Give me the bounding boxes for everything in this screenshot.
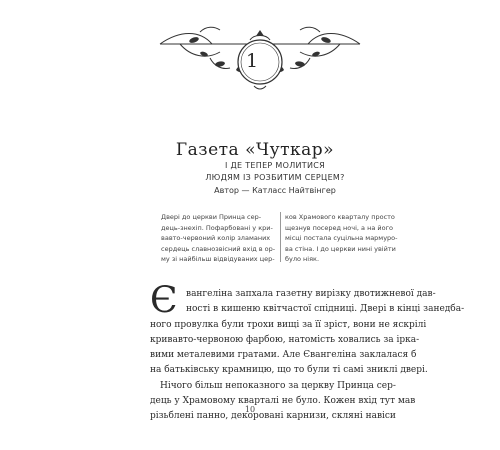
chapter-ornament	[140, 0, 380, 92]
body-line: на батьківську крамницю, що то були ті самі зниклі двері.	[150, 365, 428, 376]
column-line: було ніяк.	[285, 255, 320, 263]
article-subtitle	[160, 160, 390, 184]
column-divider	[280, 212, 281, 262]
article-title: Газета «Чуткар»	[175, 140, 335, 160]
article-subtitle-line: ЛЮДЯМ ІЗ РОЗБИТИМ СЕРЦЕМ?	[205, 173, 345, 182]
body-line: Нічого більш непоказного за церкву Принца сер-	[160, 380, 396, 391]
article-subtitle-line: І ДЕ ТЕПЕР МОЛИТИСЯ	[224, 161, 326, 170]
column-line: ков Храмового кварталу просто	[285, 213, 395, 221]
body-line: вангеліна запхала газетну вирізку двотижневої дав-	[186, 289, 436, 299]
column-line: ва стіна. І до церкви нині увійти	[285, 244, 396, 253]
column-line: дець-знехіп. Пофарбовані у кри-	[161, 223, 273, 232]
column-line: місці постала суцільна мармуро-	[285, 234, 398, 242]
column-line: му зі найбільш відвідуваних цер-	[161, 255, 275, 263]
body-line: кривавто-червоною фарбою, натомість ховались за ірка-	[150, 334, 420, 345]
chapter-number: 1	[245, 50, 259, 72]
body-line: різьблені панно, декоровані карнизи, скляні навіси	[150, 411, 396, 422]
page-number: 10	[244, 405, 256, 414]
column-line: Двері до церкви Принца сер-	[161, 213, 262, 221]
drop-cap: Є	[150, 280, 178, 321]
body-line: ності в кишеню квітчастої спідниці. Двері в кінці занедба-	[186, 304, 465, 315]
body-line: ного провулка були трохи вищі за її зріст, вони не яскрілі	[150, 319, 427, 330]
article-column-right	[285, 212, 398, 265]
body-line: вими металевими гратами. Але Євангеліна заклалася б	[150, 350, 417, 361]
column-line: вавто-червоний колір зламаних	[161, 234, 271, 242]
body-line: дець у Храмовому кварталі не було. Кожен вхід тут мав	[150, 396, 416, 407]
article-author: Автор — Катласс Найтвінгер	[214, 186, 336, 195]
column-line: сердець славнозвісний вхід в ор-	[161, 244, 276, 253]
article-column-left	[161, 212, 274, 265]
column-line: щезнув посеред ночі, а на його	[285, 223, 394, 232]
